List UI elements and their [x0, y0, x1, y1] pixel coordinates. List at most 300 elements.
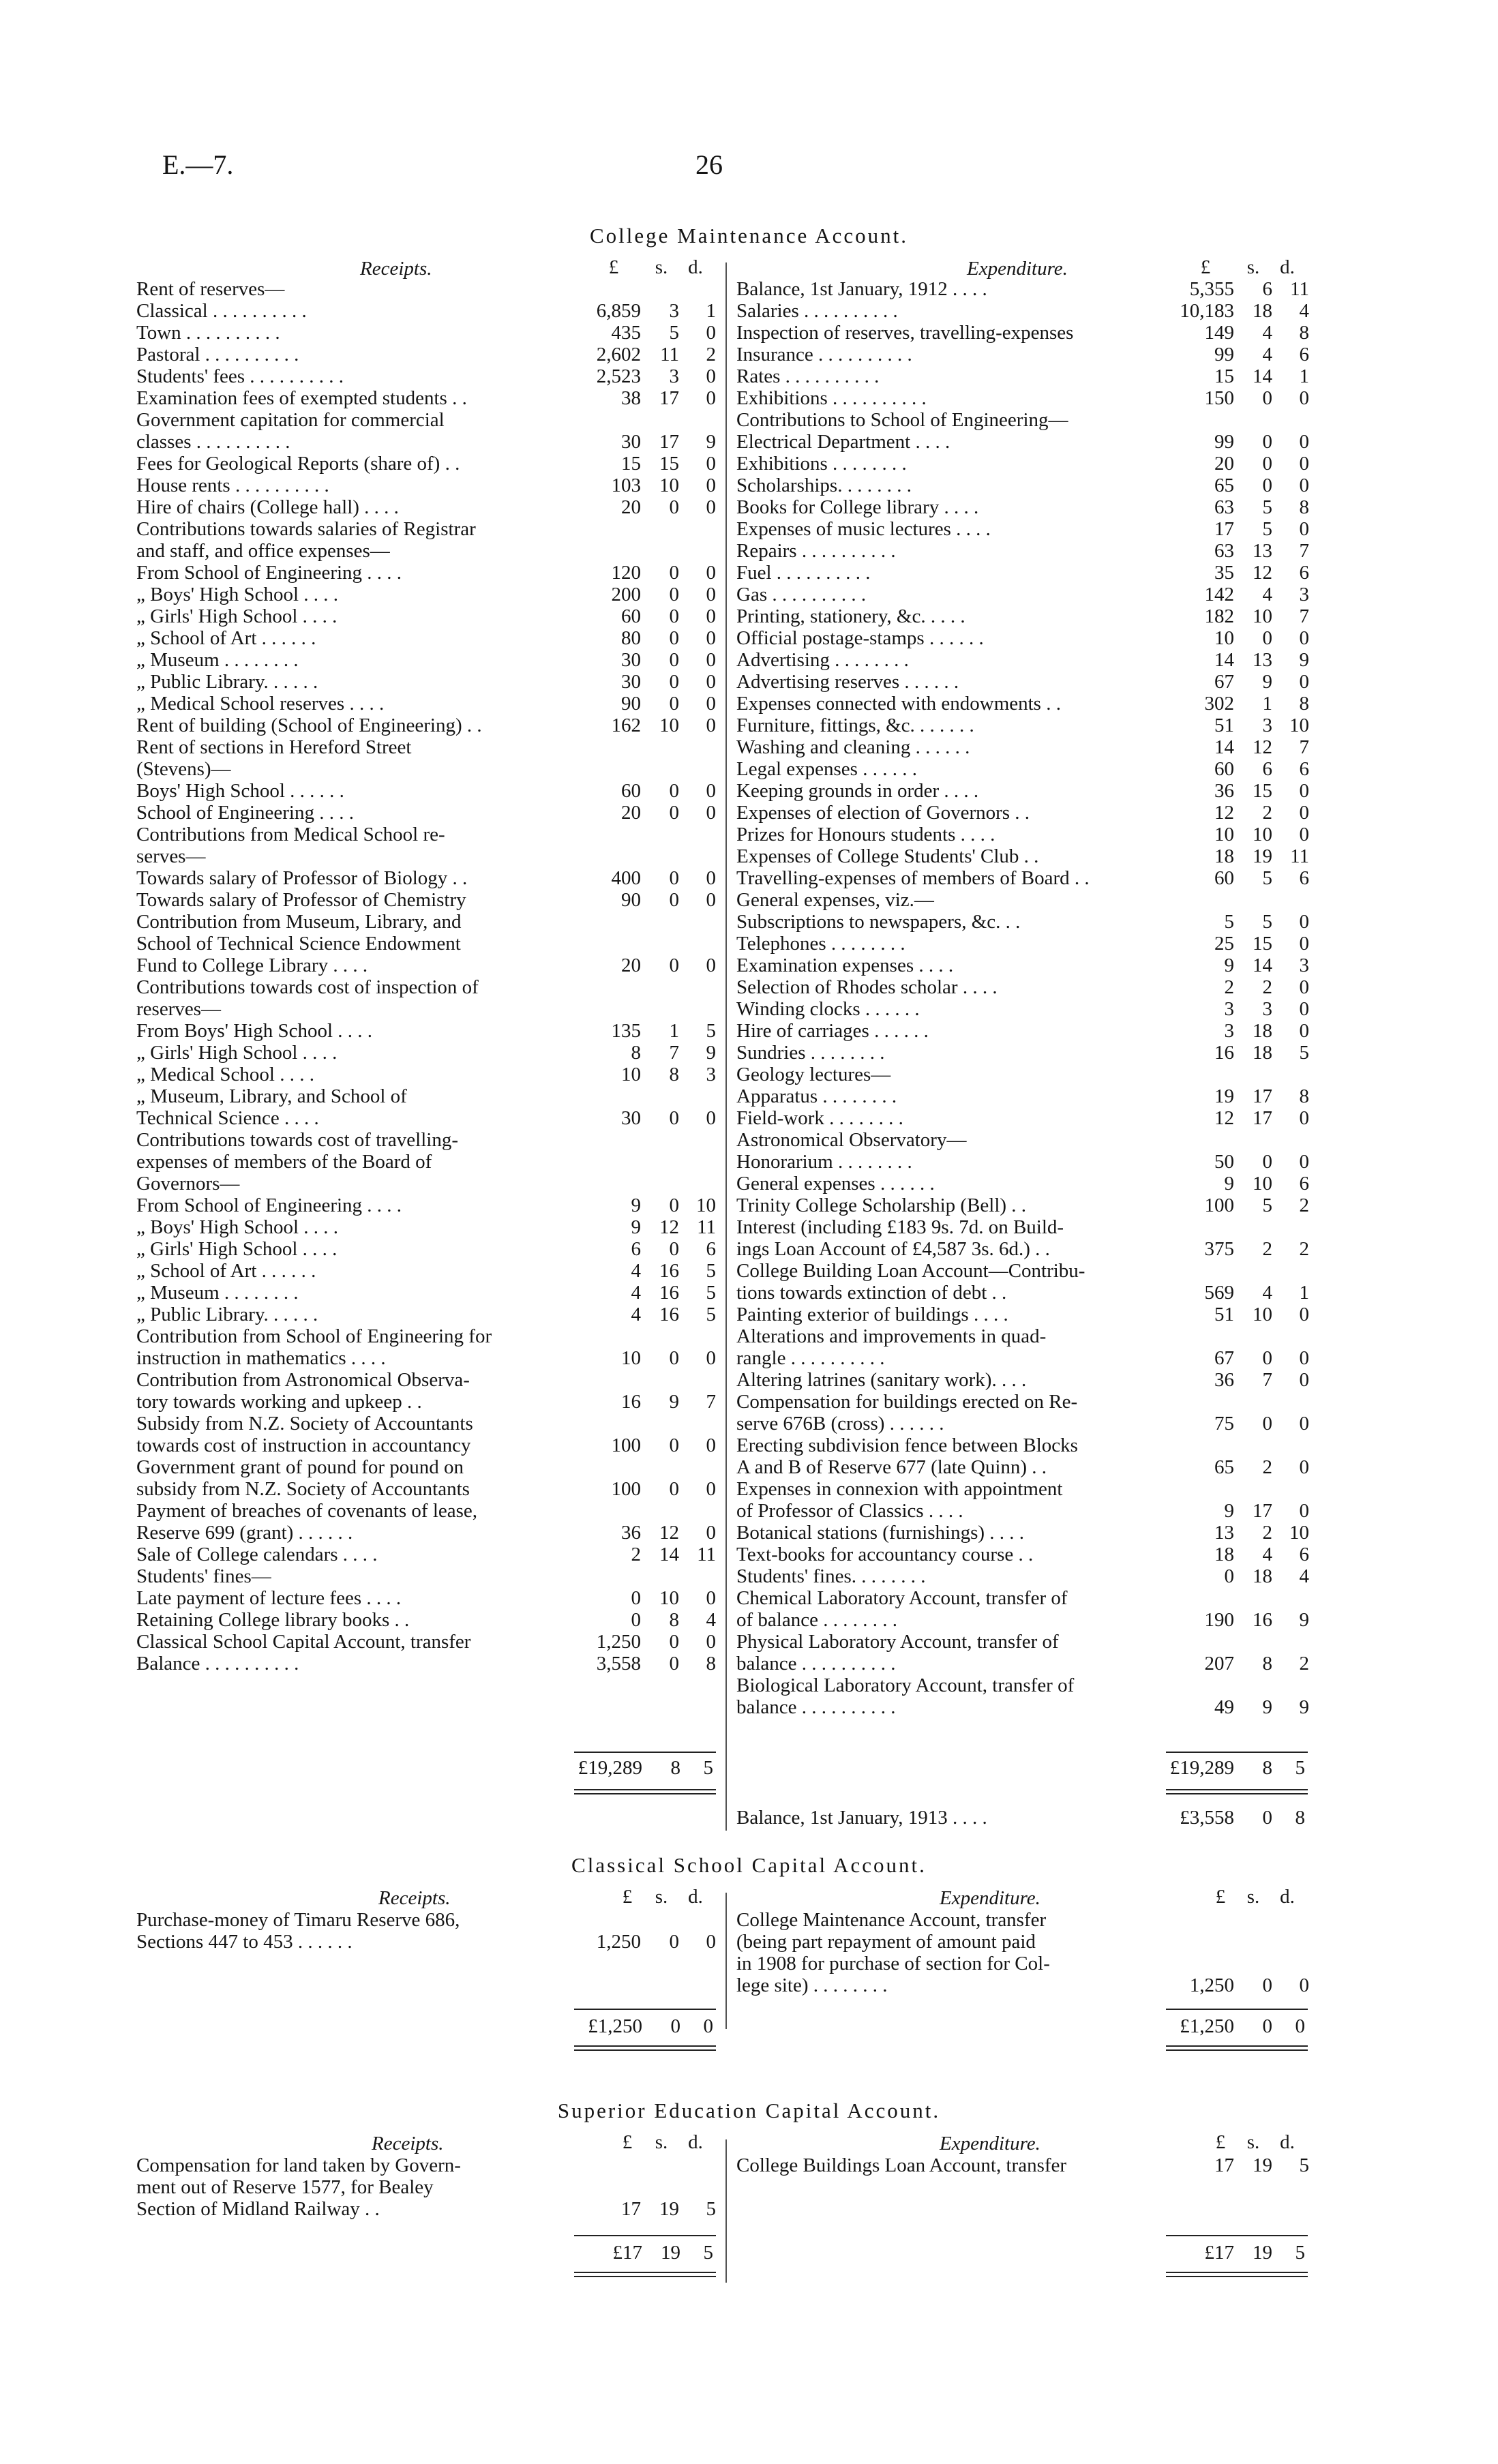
line-label: From Boys' High School . . . . — [136, 1020, 373, 1042]
receipt-row — [136, 1369, 716, 1391]
amount-pence — [1272, 1478, 1309, 1500]
expenditure-row — [736, 1391, 1309, 1413]
expenditure-row — [736, 1674, 1309, 1696]
receipt-row — [136, 1085, 716, 1107]
amount-pence: 5 — [706, 1020, 716, 1042]
amount-pence — [1272, 1260, 1309, 1282]
amount-pounds: 3,558 — [596, 1653, 641, 1674]
amount-shillings: 0 — [669, 1434, 679, 1456]
amount-pence: 0 — [706, 365, 716, 387]
expenditure-row — [736, 1107, 1309, 1129]
amount-shillings — [641, 933, 679, 955]
expenditure-row — [736, 1565, 1309, 1587]
amount-pence: 8 — [1299, 693, 1309, 715]
amount-shillings: 19 — [1253, 2154, 1272, 2176]
amount-pounds: 12 — [1214, 802, 1234, 824]
amount-pence: 0 — [706, 496, 716, 518]
expenditure-row — [736, 365, 1309, 387]
amount-pence: 0 — [1299, 671, 1309, 693]
receipt-row — [136, 627, 716, 649]
amount-pence: 0 — [706, 605, 716, 627]
expenditure-row — [736, 409, 1309, 431]
amount-pence: 1 — [706, 300, 716, 322]
amount-pounds: 0 — [1224, 1565, 1234, 1587]
line-label: Contributions towards cost of inspection of — [136, 976, 479, 998]
receipt-row — [136, 1456, 716, 1478]
amount-shillings — [1234, 1953, 1272, 1974]
amount-pence: 2 — [1299, 1238, 1309, 1260]
amount-shillings: 0 — [669, 693, 679, 715]
cm-closing-balance-s: 0 — [1262, 1807, 1272, 1829]
expenditure-row — [736, 1304, 1309, 1325]
amount-pence: 0 — [1299, 1151, 1309, 1173]
line-label: serve 676B (cross) . . . . . . — [736, 1413, 944, 1434]
expenditure-row — [736, 889, 1309, 911]
amount-pounds — [1166, 1478, 1234, 1500]
amount-shillings — [641, 1413, 679, 1434]
amount-pence — [679, 933, 716, 955]
amount-pence — [679, 824, 716, 845]
line-label: Books for College library . . . . — [736, 496, 979, 518]
line-label: Late payment of lecture fees . . . . — [136, 1587, 402, 1609]
amount-pence: 0 — [1299, 1456, 1309, 1478]
line-label: Contributions towards salaries of Registrar — [136, 518, 476, 540]
amount-pounds — [573, 1173, 641, 1195]
cm-r-total-rule — [574, 1752, 716, 1753]
amount-shillings: 0 — [669, 802, 679, 824]
amount-shillings: 19 — [659, 2198, 679, 2220]
amount-pence: 0 — [706, 1347, 716, 1369]
amount-pounds: 2 — [631, 1544, 641, 1565]
line-label: Pastoral . . . . . . . . . . — [136, 344, 299, 365]
amount-pounds: 435 — [611, 322, 641, 344]
amount-pounds: 65 — [1214, 1456, 1234, 1478]
amount-pounds: 1,250 — [596, 1631, 641, 1653]
line-label: „ Medical School reserves . . . . — [136, 693, 385, 715]
amount-shillings — [641, 1325, 679, 1347]
amount-pounds: 30 — [621, 1107, 641, 1129]
amount-pence: 0 — [706, 584, 716, 605]
amount-shillings: 6 — [1262, 278, 1272, 300]
line-label: School of Engineering . . . . — [136, 802, 354, 824]
line-label: Contributions from Medical School re- — [136, 824, 445, 845]
expenditure-row — [736, 1478, 1309, 1500]
line-label: Sundries . . . . . . . . — [736, 1042, 885, 1064]
amount-pence: 10 — [696, 1195, 716, 1216]
expenditure-row — [736, 758, 1309, 780]
amount-pence: 0 — [706, 1587, 716, 1609]
amount-shillings — [1234, 1129, 1272, 1151]
amount-shillings — [641, 518, 679, 540]
expenditure-row — [736, 344, 1309, 365]
amount-shillings — [1234, 1391, 1272, 1413]
amount-pounds: 16 — [621, 1391, 641, 1413]
amount-shillings: 10 — [659, 715, 679, 736]
amount-pence: 0 — [1299, 802, 1309, 824]
amount-shillings: 17 — [1253, 1107, 1272, 1129]
amount-shillings: 0 — [1262, 387, 1272, 409]
amount-pence: 8 — [1299, 496, 1309, 518]
amount-pence: 0 — [706, 715, 716, 736]
amount-shillings: 16 — [659, 1260, 679, 1282]
receipt-row — [136, 1413, 716, 1434]
line-label: Biological Laboratory Account, transfer of — [736, 1674, 1075, 1696]
amount-pounds: 25 — [1214, 933, 1234, 955]
line-label: and staff, and office expenses— — [136, 540, 390, 562]
amount-shillings: 5 — [1262, 867, 1272, 889]
amount-pounds: 9 — [1224, 955, 1234, 976]
amount-pence — [1272, 409, 1309, 431]
line-label: Government capitation for commercial — [136, 409, 445, 431]
amount-shillings: 16 — [1253, 1609, 1272, 1631]
amount-pence: 0 — [706, 955, 716, 976]
expenditure-row — [736, 2154, 1309, 2176]
se-e-total-rule-2 — [1166, 2272, 1308, 2273]
amount-pounds — [573, 1456, 641, 1478]
amount-pounds: 135 — [611, 1020, 641, 1042]
line-label: Boys' High School . . . . . . — [136, 780, 344, 802]
amount-pounds: 375 — [1204, 1238, 1234, 1260]
amount-pounds: 9 — [1224, 1173, 1234, 1195]
receipt-row — [136, 867, 716, 889]
amount-shillings: 0 — [669, 1238, 679, 1260]
amount-shillings: 5 — [669, 322, 679, 344]
amount-shillings — [641, 976, 679, 998]
receipt-row — [136, 1216, 716, 1238]
cm-e-total-rule — [1166, 1752, 1308, 1753]
expenditure-row — [736, 496, 1309, 518]
line-label: „ Medical School . . . . — [136, 1064, 314, 1085]
amount-pence: 11 — [697, 1544, 716, 1565]
amount-pence — [1272, 1325, 1309, 1347]
line-label: From School of Engineering . . . . — [136, 562, 402, 584]
amount-shillings: 10 — [1253, 605, 1272, 627]
line-label: Rent of sections in Hereford Street — [136, 736, 412, 758]
amount-pence: 0 — [706, 1931, 716, 1953]
expenditure-row — [736, 1173, 1309, 1195]
line-label: General expenses . . . . . . — [736, 1173, 935, 1195]
expenditure-row — [736, 1500, 1309, 1522]
amount-pounds: 36 — [621, 1522, 641, 1544]
cs-expenditure-table — [736, 1909, 1309, 1996]
amount-pence — [1272, 1631, 1309, 1653]
amount-pence — [679, 1085, 716, 1107]
expenditure-row — [736, 911, 1309, 933]
receipt-row — [136, 1391, 716, 1413]
cs-expenditure-heading: Expenditure. — [940, 1887, 1040, 1909]
receipt-row — [136, 1500, 716, 1522]
amount-shillings: 19 — [1253, 845, 1272, 867]
amount-pence: 8 — [1299, 322, 1309, 344]
amount-shillings: 12 — [659, 1522, 679, 1544]
cs-r-pence-head: d. — [688, 1886, 703, 1908]
amount-pounds: 80 — [621, 627, 641, 649]
amount-shillings: 0 — [669, 649, 679, 671]
line-label: Official postage-stamps . . . . . . — [736, 627, 984, 649]
amount-pounds: 18 — [1214, 1544, 1234, 1565]
amount-pence: 0 — [1299, 1304, 1309, 1325]
expenditure-row — [736, 1238, 1309, 1260]
receipt-row — [136, 1304, 716, 1325]
amount-pence: 3 — [1299, 584, 1309, 605]
amount-shillings: 0 — [669, 496, 679, 518]
page-number: 26 — [695, 149, 723, 180]
amount-pounds — [573, 998, 641, 1020]
amount-shillings — [641, 540, 679, 562]
amount-shillings: 10 — [659, 1587, 679, 1609]
cs-column-divider — [725, 1893, 727, 2029]
amount-pence: 8 — [706, 1653, 716, 1674]
receipt-row — [136, 1931, 716, 1953]
amount-shillings — [641, 1129, 679, 1151]
line-label: Interest (including £183 9s. 7d. on Build- — [736, 1216, 1064, 1238]
line-label: Governors— — [136, 1173, 240, 1195]
amount-pounds — [573, 976, 641, 998]
amount-shillings: 4 — [1262, 344, 1272, 365]
amount-shillings — [641, 1456, 679, 1478]
receipt-row — [136, 540, 716, 562]
expenditure-row — [736, 1216, 1309, 1238]
line-label: Keeping grounds in order . . . . — [736, 780, 979, 802]
amount-pence — [679, 540, 716, 562]
cm-r-pence-head: d. — [688, 256, 703, 278]
cm-r-shilling-head: s. — [655, 256, 668, 278]
line-label: Text-books for accountancy course . . — [736, 1544, 1034, 1565]
line-label: Gas . . . . . . . . . . — [736, 584, 867, 605]
amount-shillings — [1234, 1260, 1272, 1282]
amount-shillings — [1234, 409, 1272, 431]
line-label: Contributions to School of Engineering— — [736, 409, 1068, 431]
amount-pounds: 9 — [631, 1216, 641, 1238]
amount-pounds: 10 — [1214, 824, 1234, 845]
amount-pounds: 142 — [1204, 584, 1234, 605]
amount-pence: 0 — [706, 562, 716, 584]
amount-pence — [679, 1456, 716, 1478]
amount-pounds — [1166, 1129, 1234, 1151]
expenditure-row — [736, 322, 1309, 344]
amount-shillings — [641, 1565, 679, 1587]
receipt-row — [136, 693, 716, 715]
amount-pounds — [573, 540, 641, 562]
expenditure-row — [736, 736, 1309, 758]
amount-shillings — [641, 278, 679, 300]
amount-pence — [679, 845, 716, 867]
amount-pence — [679, 1369, 716, 1391]
amount-pounds — [573, 824, 641, 845]
amount-shillings: 13 — [1253, 649, 1272, 671]
amount-pence: 0 — [706, 889, 716, 911]
expenditure-row — [736, 1653, 1309, 1674]
amount-shillings: 0 — [669, 1195, 679, 1216]
amount-pence: 0 — [1299, 780, 1309, 802]
amount-pence — [679, 1129, 716, 1151]
amount-pounds — [573, 845, 641, 867]
amount-pounds: 60 — [621, 605, 641, 627]
receipt-row — [136, 976, 716, 998]
line-label: Rates . . . . . . . . . . — [736, 365, 880, 387]
amount-pounds: 10 — [621, 1347, 641, 1369]
amount-shillings: 10 — [1253, 1304, 1272, 1325]
expenditure-row — [736, 1434, 1309, 1456]
amount-pounds: 12 — [1214, 1107, 1234, 1129]
line-label: in 1908 for purchase of section for Col- — [736, 1953, 1050, 1974]
receipt-row — [136, 1653, 716, 1674]
line-label: Advertising reserves . . . . . . — [736, 671, 959, 693]
cs-r-total-l: £1,250 — [588, 2015, 642, 2037]
amount-pounds: 20 — [621, 802, 641, 824]
amount-pounds — [573, 1909, 641, 1931]
cs-receipts-table — [136, 1909, 716, 1953]
receipt-row — [136, 889, 716, 911]
line-label: Towards salary of Professor of Chemistry — [136, 889, 466, 911]
amount-shillings: 4 — [1262, 1544, 1272, 1565]
amount-shillings: 1 — [1262, 693, 1272, 715]
superior-education-title: Superior Education Capital Account. — [557, 2099, 941, 2122]
amount-pence: 7 — [1299, 736, 1309, 758]
line-label: A and B of Reserve 677 (late Quinn) . . — [736, 1456, 1047, 1478]
amount-pounds: 14 — [1214, 736, 1234, 758]
amount-pounds: 50 — [1214, 1151, 1234, 1173]
amount-pence — [1272, 889, 1309, 911]
amount-pounds: 10,183 — [1180, 300, 1234, 322]
amount-pounds: 15 — [621, 453, 641, 475]
amount-pence: 2 — [1299, 1195, 1309, 1216]
receipt-row — [136, 1434, 716, 1456]
se-expenditure-heading: Expenditure. — [940, 2133, 1040, 2154]
amount-pounds: 30 — [621, 649, 641, 671]
amount-pounds: 16 — [1214, 1042, 1234, 1064]
amount-pounds: 30 — [621, 431, 641, 453]
line-label: Honorarium . . . . . . . . — [736, 1151, 912, 1173]
line-label: Rent of reserves— — [136, 278, 285, 300]
expenditure-row — [736, 1042, 1309, 1064]
se-r-total-rule-3 — [574, 2276, 716, 2277]
expenditure-row — [736, 300, 1309, 322]
amount-pence: 0 — [706, 1107, 716, 1129]
line-label: Telephones . . . . . . . . — [736, 933, 905, 955]
amount-pounds: 4 — [631, 1260, 641, 1282]
cs-e-total-rule-2 — [1166, 2045, 1308, 2047]
cs-e-pound-head: £ — [1215, 1886, 1226, 1908]
receipt-row — [136, 562, 716, 584]
line-label: Expenses of election of Governors . . — [736, 802, 1030, 824]
amount-pounds — [573, 1413, 641, 1434]
receipt-row — [136, 1151, 716, 1173]
amount-pence: 6 — [1299, 1544, 1309, 1565]
amount-pounds — [1166, 409, 1234, 431]
amount-shillings: 5 — [1262, 911, 1272, 933]
amount-pence: 2 — [706, 344, 716, 365]
line-label: „ Boys' High School . . . . — [136, 584, 339, 605]
amount-pence: 1 — [1299, 1282, 1309, 1304]
expenditure-row — [736, 1151, 1309, 1173]
amount-pence: 3 — [706, 1064, 716, 1085]
amount-pence: 0 — [706, 867, 716, 889]
amount-pounds: 63 — [1214, 496, 1234, 518]
amount-pounds: 99 — [1214, 431, 1234, 453]
receipt-row — [136, 1260, 716, 1282]
line-label: of balance . . . . . . . . — [736, 1609, 897, 1631]
cm-expenditure-table — [736, 278, 1309, 1718]
line-label: Botanical stations (furnishings) . . . . — [736, 1522, 1025, 1544]
line-label: lege site) . . . . . . . . — [736, 1974, 888, 1996]
amount-shillings: 14 — [1253, 365, 1272, 387]
amount-pounds: 20 — [621, 496, 641, 518]
amount-shillings — [641, 2176, 679, 2198]
se-e-total-rule — [1166, 2235, 1308, 2236]
amount-shillings: 0 — [1262, 1347, 1272, 1369]
amount-pounds: 2,602 — [596, 344, 641, 365]
line-label: „ Museum . . . . . . . . — [136, 1282, 299, 1304]
expenditure-row — [736, 1064, 1309, 1085]
amount-pounds: 17 — [1214, 518, 1234, 540]
amount-shillings: 0 — [1262, 1974, 1272, 1996]
line-label: „ School of Art . . . . . . — [136, 1260, 316, 1282]
amount-shillings — [641, 824, 679, 845]
line-label: Travelling-expenses of members of Board . . — [736, 867, 1090, 889]
cs-r-total-d: 0 — [703, 2015, 713, 2037]
line-label: tory towards working and upkeep . . — [136, 1391, 422, 1413]
amount-shillings — [641, 1369, 679, 1391]
se-e-total-rule-3 — [1166, 2276, 1308, 2277]
se-r-total-rule-2 — [574, 2272, 716, 2273]
amount-shillings: 18 — [1253, 1020, 1272, 1042]
amount-pounds: 63 — [1214, 540, 1234, 562]
amount-shillings — [641, 1151, 679, 1173]
amount-pence: 9 — [1299, 1696, 1309, 1718]
cs-e-total-rule — [1166, 2009, 1308, 2010]
amount-pence: 11 — [1290, 278, 1309, 300]
amount-pence: 0 — [1299, 431, 1309, 453]
amount-shillings: 14 — [1253, 955, 1272, 976]
receipt-row — [136, 322, 716, 344]
line-label: Contributions towards cost of travelling- — [136, 1129, 458, 1151]
amount-pence: 0 — [1299, 1020, 1309, 1042]
amount-pounds — [573, 1085, 641, 1107]
page-ref: E.—7. — [162, 149, 234, 180]
cm-e-total-l: £19,289 — [1169, 1757, 1234, 1779]
amount-pounds: 2,523 — [596, 365, 641, 387]
receipt-row — [136, 453, 716, 475]
line-label: Technical Science . . . . — [136, 1107, 319, 1129]
line-label: Sale of College calendars . . . . — [136, 1544, 378, 1565]
receipt-row — [136, 584, 716, 605]
line-label: Subsidy from N.Z. Society of Accountants — [136, 1413, 473, 1434]
se-receipts-total — [574, 2242, 713, 2264]
amount-shillings: 12 — [1253, 736, 1272, 758]
amount-pounds: 120 — [611, 562, 641, 584]
amount-shillings: 17 — [659, 431, 679, 453]
amount-pounds — [573, 1325, 641, 1347]
amount-pence: 6 — [1299, 867, 1309, 889]
line-label: Physical Laboratory Account, transfer of — [736, 1631, 1059, 1653]
line-label: Insurance . . . . . . . . . . — [736, 344, 912, 365]
amount-pounds: 10 — [621, 1064, 641, 1085]
line-label: Expenses in connexion with appointment — [736, 1478, 1063, 1500]
amount-pounds — [573, 1500, 641, 1522]
cs-e-pence-head: d. — [1280, 1886, 1295, 1908]
amount-pounds: 15 — [1214, 365, 1234, 387]
amount-pence — [679, 1909, 716, 1931]
amount-pence: 0 — [1299, 824, 1309, 845]
amount-pence: 7 — [1299, 605, 1309, 627]
receipt-row — [136, 1129, 716, 1151]
receipt-row — [136, 605, 716, 627]
cs-r-total-rule — [574, 2009, 716, 2010]
amount-pounds: 4 — [631, 1282, 641, 1304]
amount-shillings — [1234, 1216, 1272, 1238]
line-label: Contribution from Astronomical Observa- — [136, 1369, 470, 1391]
